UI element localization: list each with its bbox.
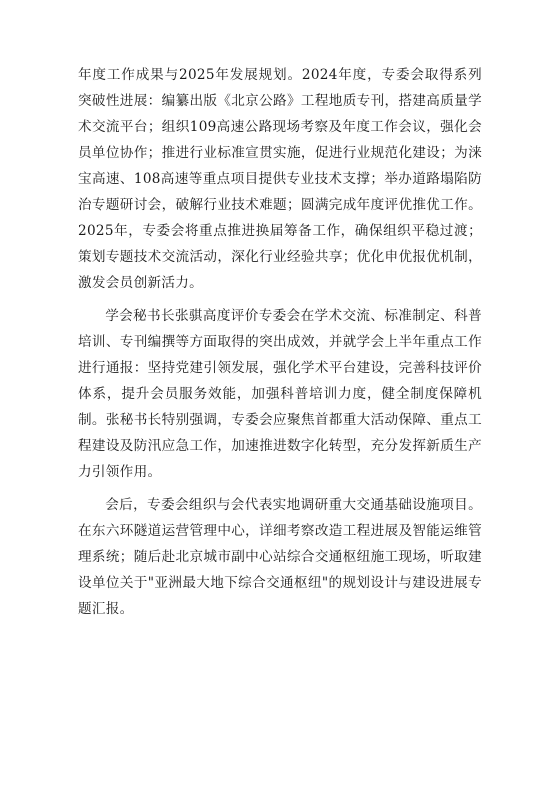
document-body [78, 62, 482, 622]
paragraph-secretary-remarks: 学会秘书长张骐高度评价专委会在学术交流、标准制定、科普培训、专刊编撰等方面取得的突出成效，并就学会上半年重点工作进行通报：坚持党建引领发展，强化学术平台建设，完善科技评价体系，提升会员服务效能，加强科普培训力度，健全制度保障机制。张秘书长特别强调，专委会应聚焦首都重大活动保障、重点工程建设及防汛应急工作，加速推进数字化转型，充分发挥新质生产力引领作用。 [78, 308, 482, 480]
paragraph-annual-summary: 年度工作成果与2025年发展规划。2024年度，专委会取得系列突破性进展：编纂出版《北京公路》工程地质专刊，搭建高质量学术交流平台；组织109高速公路现场考察及年度工作会议，强化会员单位协作；推进行业标准宣贯实施，促进行业规范化建设；为涞宝高速、108高速等重点项目提供专业技术支撑；举办道路塌陷防治专题研讨会，破解行业技术难题；圆满完成年度评优推优工作。2025年，专委会将重点推进换届筹备工作，确保组织平稳过渡；策划专题技术交流活动，深化行业经验共享；优化申优报优机制，激发会员创新活力。 [78, 67, 482, 291]
paragraph-site-visit: 会后，专委会组织与会代表实地调研重大交通基础设施项目。在东六环隧道运营管理中心，详细考察改造工程进展及智能运维管理系统；随后赴北京城市副中心站综合交通枢纽施工现场，听取建设单位关于"亚洲最大地下综合交通枢纽"的规划设计与建设进展专题汇报。 [78, 497, 482, 617]
